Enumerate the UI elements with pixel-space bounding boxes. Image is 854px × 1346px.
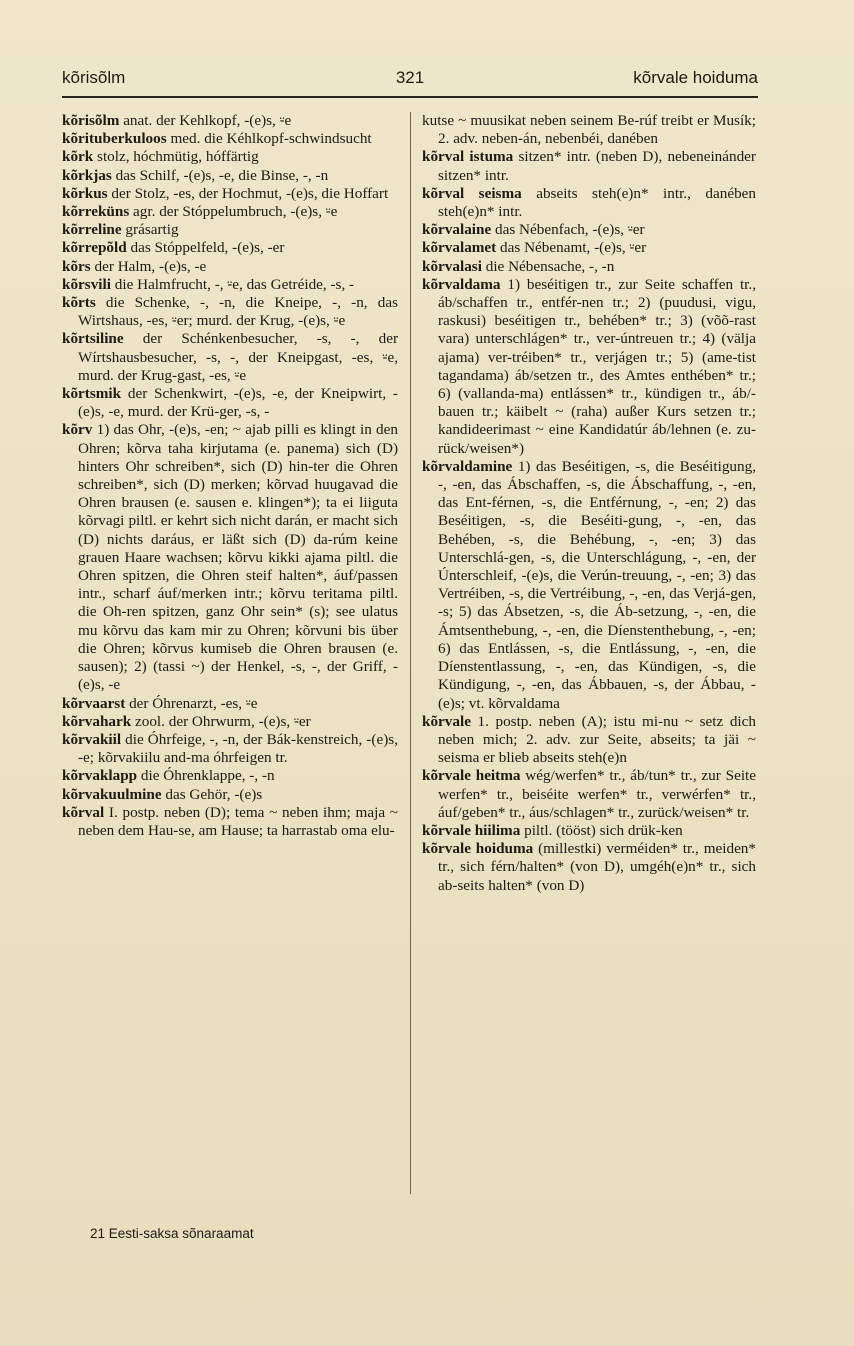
entry-headword: kõrk — [62, 148, 94, 166]
entry-headword: kõrituberkuloos — [62, 130, 167, 148]
entry-headword: kõrkjas — [62, 166, 112, 184]
entry-definition: stolz, hóchmütig, hóffärtig — [93, 148, 259, 166]
entry-headword: kõrvahark — [62, 712, 132, 730]
header-rule — [62, 96, 758, 98]
entry-definition: anat. der Kehlkopf, -(e)s, ⸚e — [119, 112, 292, 129]
dictionary-entry — [422, 239, 756, 257]
dictionary-entry — [62, 276, 398, 294]
entry-headword: kõrval seisma — [422, 184, 522, 202]
entry-headword: kõrvale hiilima — [422, 821, 521, 839]
entry-definition: die Schenke, -, -n, die Kneipe, -, -n, das Wirtshaus, -es, ⸚er; murd. der Krug, -(e)s, ⸚e — [78, 294, 398, 330]
dictionary-entry — [422, 822, 756, 840]
entry-definition: das Stóppelfeld, -(e)s, -er — [126, 239, 285, 257]
entry-headword: kõrtsmik — [62, 385, 122, 403]
entry-definition: grásartig — [121, 221, 179, 239]
dictionary-entry — [62, 167, 398, 185]
entry-definition: zool. der Ohrwurm, -(e)s, ⸚er — [131, 712, 311, 730]
entry-definition: die Óhrfeige, -, -n, der Bák-kenstreich, -(e)s, -e; kõrvakiilu and-ma óhrfeigen tr. — [78, 730, 398, 767]
dictionary-entry — [422, 767, 756, 822]
entry-definition: abseits steh(e)n* intr., danében steh(e)n* intr. — [438, 184, 756, 221]
entry-definition: 1) das Beséitigen, -s, die Beséitigung, -, -en, das Ábschaffen, -s, die Ábschaffung, -, -en, das Ent-férnen, -s, die Entférnung, -, -en; 2) das Beséitigen, -s, die Beséiti-gung, -, -en, das Behében, -s, die Behébung, -, -en; 3) das Unterschlá-gen, -s, die Unterschlágung, -, -en, der Únterschleif, -(e)s, die Verún-treuung, -, -en; 3) das Vertréiben, -s, die Vertréibung, -, -en, das Verjá-gen, -s; 5) das Ábsetzen, -s, die Áb-setzung, -, -en, die Ámtsenthebung, -, -en, die Díenstenthebung, -, -en; 6) das Entlássen, -s, die Entlássung, -, -en, die Díenstentlassung, -, -en, das Kündigen, -s, die Kündigung, -, -en, das Ábbauen, -s, der Ábbau, -(e)s; vt. kõrvaldama — [438, 457, 756, 712]
entry-definition: das Nébenamt, -(e)s, ⸚er — [496, 239, 647, 257]
entry-headword: kõrreline — [62, 221, 122, 239]
dictionary-entry — [62, 385, 398, 421]
entry-definition: der Óhrenarzt, -es, ⸚e — [125, 694, 258, 712]
dictionary-entry — [62, 767, 398, 785]
dictionary-entry — [62, 185, 398, 203]
entry-headword: kõrts — [62, 294, 96, 312]
dictionary-entry — [422, 112, 756, 148]
entry-headword: kõrvaldama — [422, 275, 501, 293]
dictionary-entry — [62, 130, 398, 148]
dictionary-entry — [422, 258, 756, 276]
header-first-headword: kõrisõlm — [62, 68, 126, 87]
entry-headword: kõrvakuulmine — [62, 785, 162, 803]
entry-headword: kõrreküns — [62, 203, 130, 221]
entry-headword: kõrrepõld — [62, 239, 127, 257]
dictionary-entry — [422, 221, 756, 239]
dictionary-entry — [62, 330, 398, 385]
dictionary-entry — [62, 239, 398, 257]
entry-headword: kõrtsiline — [62, 330, 124, 348]
entry-definition: die Óhrenklappe, -, -n — [137, 767, 275, 785]
dictionary-entry — [62, 294, 398, 330]
dictionary-entry — [62, 221, 398, 239]
entry-definition: der Stolz, -es, der Hochmut, -(e)s, die Hoffart — [107, 184, 389, 202]
dictionary-entry — [62, 112, 398, 130]
entry-definition: 1) das Ohr, -(e)s, -en; ~ ajab pilli es klingt in den Ohren; kõrva taha kirjutama (e. panema) sich (D) hinters Ohr schreiben*, sich (D) hin-ter die Ohren schreiben*, sich (D) merken; kõrvad huugavad die Ohren brausen (e. sausen e. klingen*); ta ei liiguta kõrvagi piltl. er kehrt sich nicht darán, er macht sich (D) nichts daráus, er läßt sich (D) da-rúm keine grauen Haare wachsen; kõrvu kikki ajama piltl. die Ohren spitzen, die Ohren steif halten*, áuf/passen intr., scharf áuf/merken intr.; kõrvu teritama piltl. die Oh-ren spitzen, ganz Ohr sein* (s); see ulatus mu kõrvu das kam mir zu Ohren; kõrvuni bis über die Ohren; kõrvus kumiseb die Ohren brausen (e. sausen); 2) (tassi ~) der Henkel, -s, -, der Griff, -(e)s, -e — [78, 421, 398, 694]
entry-headword: kõrsvili — [62, 275, 111, 293]
header-last-headword: kõrvale hoiduma — [633, 68, 758, 87]
dictionary-entry — [422, 713, 756, 768]
entry-definition: das Nébenfach, -(e)s, ⸚er — [491, 221, 645, 239]
entry-definition: der Halm, -(e)s, -e — [90, 257, 207, 275]
dictionary-entry — [62, 695, 398, 713]
entry-definition: agr. der Stóppelumbruch, -(e)s, ⸚e — [129, 203, 338, 221]
entry-headword: kõrs — [62, 257, 91, 275]
entry-definition: das Gehör, -(e)s — [161, 785, 263, 803]
dictionary-entry — [422, 148, 756, 184]
entry-headword: kõrvalasi — [422, 257, 482, 275]
dictionary-entry — [62, 713, 398, 731]
entry-headword: kõrkus — [62, 184, 108, 202]
dictionary-entry — [62, 148, 398, 166]
entry-headword: kõrvalaine — [422, 221, 492, 239]
entry-headword: kõrv — [62, 421, 93, 439]
entry-definition: die Halmfrucht, -, ⸚e, das Getréide, -s, - — [110, 275, 355, 293]
entry-definition: (millestki) verméiden* tr., meiden* tr., sich férn/halten* (von D), umgéh(e)n* tr., sich ab-seits halten* (von D) — [438, 840, 756, 894]
entry-definition: med. die Kéhlkopf-schwindsucht — [166, 130, 372, 148]
entry-headword: kõrisõlm — [62, 112, 120, 129]
entry-headword: kõrvakiil — [62, 730, 122, 748]
dictionary-entry — [422, 458, 756, 713]
dictionary-entry — [62, 203, 398, 221]
entry-definition: 1. postp. neben (A); istu mi-nu ~ setz dich neben mich; 2. adv. zur Seite, abseits; ta jäi ~ seisma er blieb abseits steh(e)n — [438, 712, 756, 767]
left-column — [62, 112, 398, 840]
entry-definition: kutse ~ muusikat neben seinem Be-rúf treibt er Musík; 2. adv. neben-án, nebenbéi, danében — [422, 112, 756, 148]
page-footer: 21 Eesti-saksa sõnaraamat — [90, 1226, 254, 1241]
dictionary-entry — [62, 804, 398, 840]
entry-headword: kõrval — [62, 803, 105, 821]
dictionary-entry — [62, 731, 398, 767]
dictionary-entry — [62, 258, 398, 276]
dictionary-entry — [62, 786, 398, 804]
dictionary-entry — [422, 185, 756, 221]
entry-definition: wég/werfen* tr., áb/tun* tr., zur Seite werfen* tr., beiséite werfen* tr., verwérfen* tr., áuf/geben* tr., áus/schlagen* tr., zurück/weisen* tr. — [438, 767, 757, 821]
page-number: 321 — [395, 68, 425, 87]
right-column — [422, 112, 756, 895]
entry-headword: kõrvale hoiduma — [422, 840, 534, 858]
dictionary-entry — [422, 840, 756, 895]
entry-headword: kõrvaarst — [62, 694, 126, 712]
entry-definition: der Schenkwirt, -(e)s, -e, der Kneipwirt, -(e)s, -e, murd. der Krü-ger, -s, - — [78, 385, 398, 421]
entry-definition: I. postp. neben (D); tema ~ neben ihm; maja ~ neben dem Hau-se, am Hause; ta harrastab oma elu- — [78, 803, 398, 839]
dictionary-entry — [62, 421, 398, 694]
page-header — [62, 68, 758, 94]
entry-definition: sitzen* intr. (neben D), nebeneinánder sitzen* intr. — [438, 148, 756, 184]
entry-headword: kõrvaldamine — [422, 457, 513, 475]
entry-definition: der Schénkenbesucher, -s, -, der Wírtshausbesucher, -s, -, der Kneipgast, -es, ⸚e, murd. der Krug-gast, -es, ⸚e — [78, 330, 398, 384]
entry-headword: kõrval istuma — [422, 148, 514, 166]
entry-definition: piltl. (tööst) sich drük-ken — [520, 821, 683, 839]
entry-definition: die Nébensache, -, -n — [481, 257, 615, 275]
dictionary-entry — [422, 276, 756, 458]
entry-headword: kõrvale — [422, 712, 471, 730]
entry-headword: kõrvalamet — [422, 239, 497, 257]
entry-definition: das Schilf, -(e)s, -e, die Binse, -, -n — [111, 166, 329, 184]
entry-headword: kõrvale heitma — [422, 767, 521, 785]
entry-definition: 1) beséitigen tr., zur Seite schaffen tr., áb/schaffen tr., entfér-nen tr.; 2) (puudusi, vigu, raskusi) beséitigen tr., behében* tr.; 3) (võõ-rast vara) unterschlágen* tr., ver-úntreuen tr.; 4) (välja ajama) ver-tréiben* tr., verjágen tr.; 5) (ame-tist tagandama) áb/setzen tr., des Amtes enthében* tr.; 6) (vallanda-ma) entlássen* tr., kündigen tr., áb/-bauen tr.; käibelt ~ (raha) außer Kurs setzen tr.; kandideerimast ~ eine Kandidatúr áb/lehnen (e. zu-rück/weisen*) — [438, 275, 756, 457]
column-divider — [410, 112, 411, 1194]
entry-headword: kõrvaklapp — [62, 767, 138, 785]
